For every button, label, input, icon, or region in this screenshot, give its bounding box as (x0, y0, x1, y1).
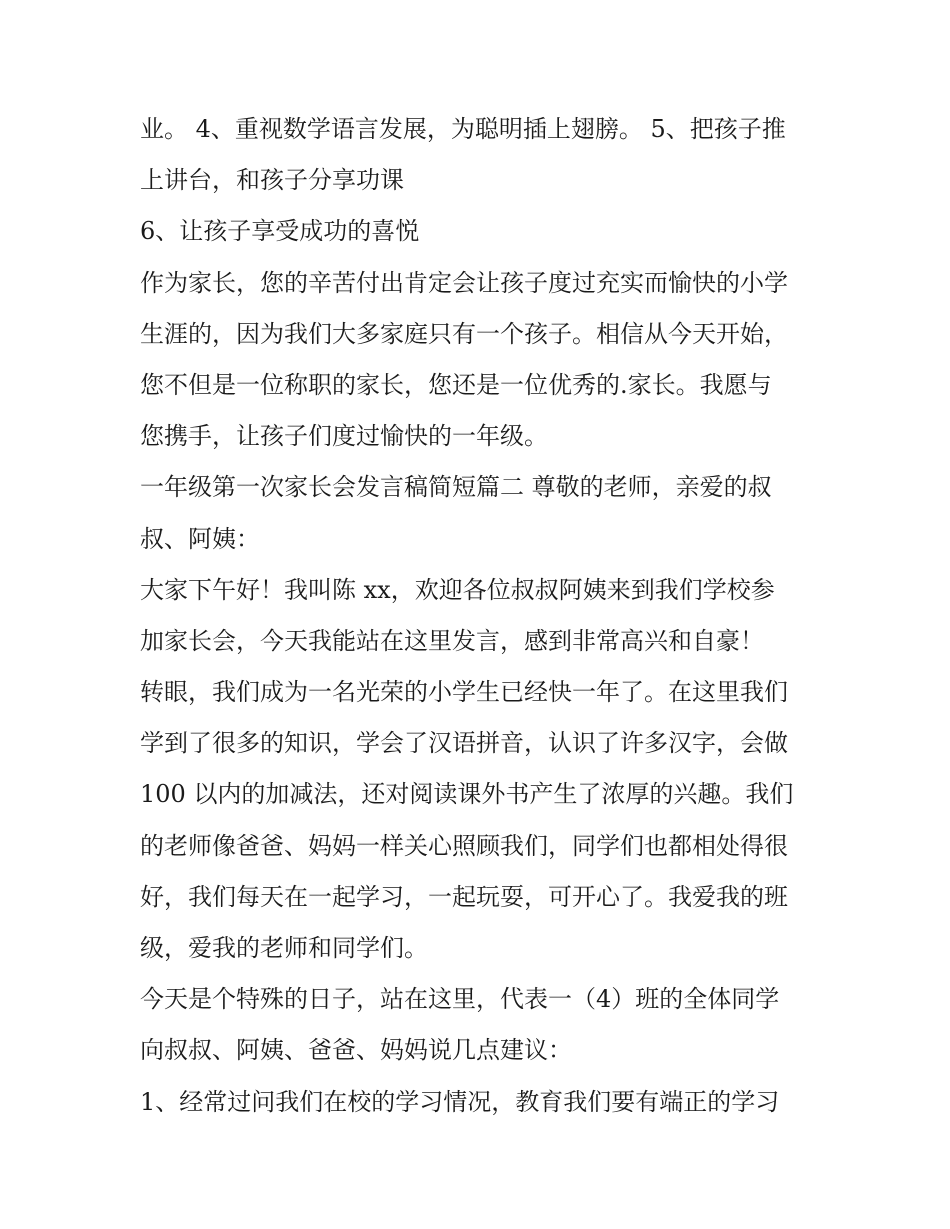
body-text (140, 104, 830, 1128)
text-line: 学到了很多的知识，学会了汉语拼音，认识了许多汉字，会做 (140, 729, 788, 758)
text-line: 上讲台，和孩子分享功课 (140, 166, 404, 195)
text-line: 业。 4、重视数学语言发展，为聪明插上翅膀。 5、把孩子推 (140, 115, 786, 143)
text-line: 转眼，我们成为一名光荣的小学生已经快一年了。在这里我们 (140, 678, 788, 707)
text-line: 今天是个特殊的日子，站在这里，代表一（4）班的全体同学 (140, 985, 780, 1014)
text-line: 1、经常过问我们在校的学习情况，教育我们要有端正的学习 (140, 1087, 780, 1116)
text-line: 向叔叔、阿姨、爸爸、妈妈说几点建议： (140, 1036, 572, 1065)
text-line: 生涯的，因为我们大多家庭只有一个孩子。相信从今天开始， (140, 319, 788, 348)
text-line: 6、让孩子享受成功的喜悦 (140, 217, 420, 246)
text-line: 的老师像爸爸、妈妈一样关心照顾我们，同学们也都相处得很 (140, 831, 788, 860)
text-line: 叔、阿姨： (140, 524, 260, 553)
text-line: 您携手，让孩子们度过愉快的一年级。 (140, 422, 548, 451)
text-line: 大家下午好！我叫陈 xx，欢迎各位叔叔阿姨来到我们学校参 (140, 575, 775, 604)
text-line: 一年级第一次家长会发言稿简短篇二 尊敬的老师，亲爱的叔 (140, 473, 772, 502)
text-line: 级，爱我的老师和同学们。 (140, 934, 428, 962)
text-line: 加家长会，今天我能站在这里发言，感到非常高兴和自豪！ (140, 626, 764, 655)
text-line: 好，我们每天在一起学习，一起玩耍，可开心了。我爱我的班 (140, 882, 788, 911)
text-line: 100 以内的加减法，还对阅读课外书产生了浓厚的兴趣。我们 (140, 780, 794, 809)
text-line: 作为家长，您的辛苦付出肯定会让孩子度过充实而愉快的小学 (140, 268, 788, 297)
text-line: 您不但是一位称职的家长，您还是一位优秀的.家长。我愿与 (140, 370, 772, 399)
